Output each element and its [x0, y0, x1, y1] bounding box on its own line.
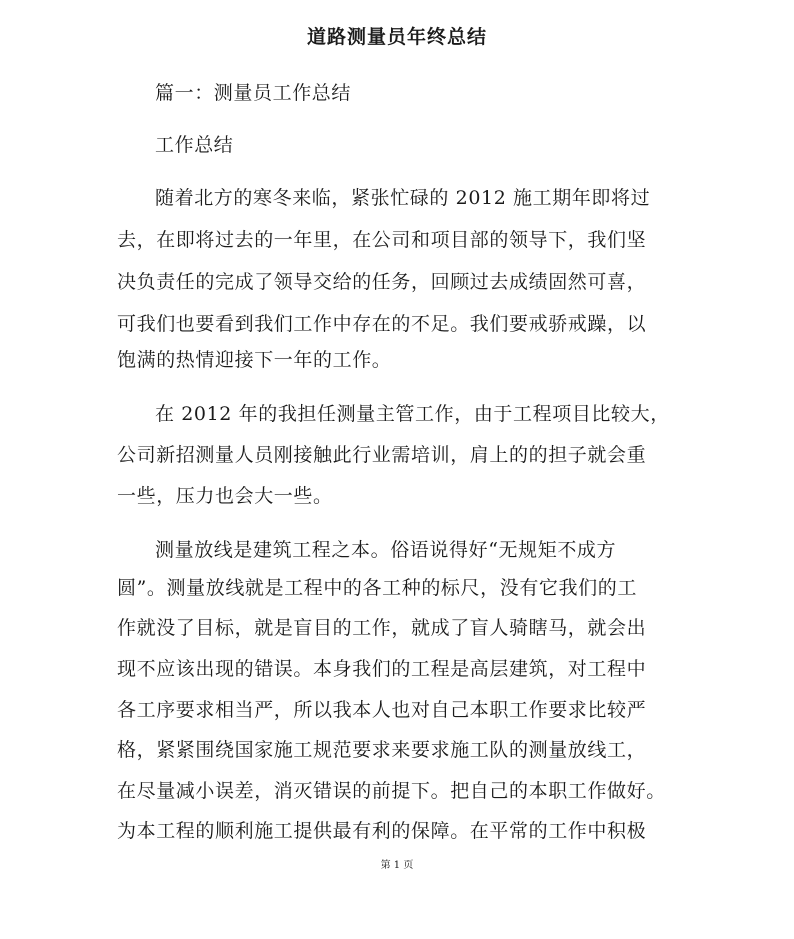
page-number: 第 1 页 [380, 860, 414, 871]
subheading: 工作总结 [155, 134, 234, 156]
paragraph-line: 格，紧紧围绕国家施工规范要求来要求施工队的测量放线工， [117, 739, 647, 761]
paragraph-line: 决负责任的完成了领导交给的任务，回顾过去成绩固然可喜， [117, 271, 647, 293]
paragraph-line: 圆”。测量放线就是工程中的各工种的标尺，没有它我们的工 [117, 577, 637, 599]
paragraph-line: 现不应该出现的错误。本身我们的工程是高层建筑，对工程中 [117, 658, 647, 680]
paragraph-line: 饱满的热情迎接下一年的工作。 [117, 349, 392, 371]
document-title: 道路测量员年终总结 [306, 26, 487, 48]
paragraph-line: 作就没了目标，就是盲目的工作，就成了盲人骑瞎马，就会出 [117, 617, 647, 639]
paragraph-line: 测量放线是建筑工程之本。俗语说得好“无规矩不成方 [155, 539, 617, 561]
paragraph-line: 在 2012 年的我担任测量主管工作，由于工程项目比较大， [155, 403, 670, 425]
paragraph-line: 各工序要求相当严，所以我本人也对自己本职工作要求比较严 [117, 699, 647, 721]
paragraph-line: 为本工程的顺利施工提供最有利的保障。在平常的工作中积极 [117, 820, 647, 842]
paragraph-line: 在尽量减小误差，消灭错误的前提下。把自己的本职工作做好。 [117, 780, 666, 802]
paragraph-line: 去，在即将过去的一年里，在公司和项目部的领导下，我们坚 [117, 229, 647, 251]
paragraph-line: 公司新招测量人员刚接触此行业需培训，肩上的的担子就会重 [117, 444, 647, 466]
paragraph-line: 随着北方的寒冬来临，紧张忙碌的 2012 施工期年即将过 [155, 187, 651, 209]
paragraph-line: 一些，压力也会大一些。 [117, 485, 333, 507]
paragraph-line: 可我们也要看到我们工作中存在的不足。我们要戒骄戒躁，以 [117, 313, 647, 335]
section-heading: 篇一：测量员工作总结 [155, 82, 352, 104]
